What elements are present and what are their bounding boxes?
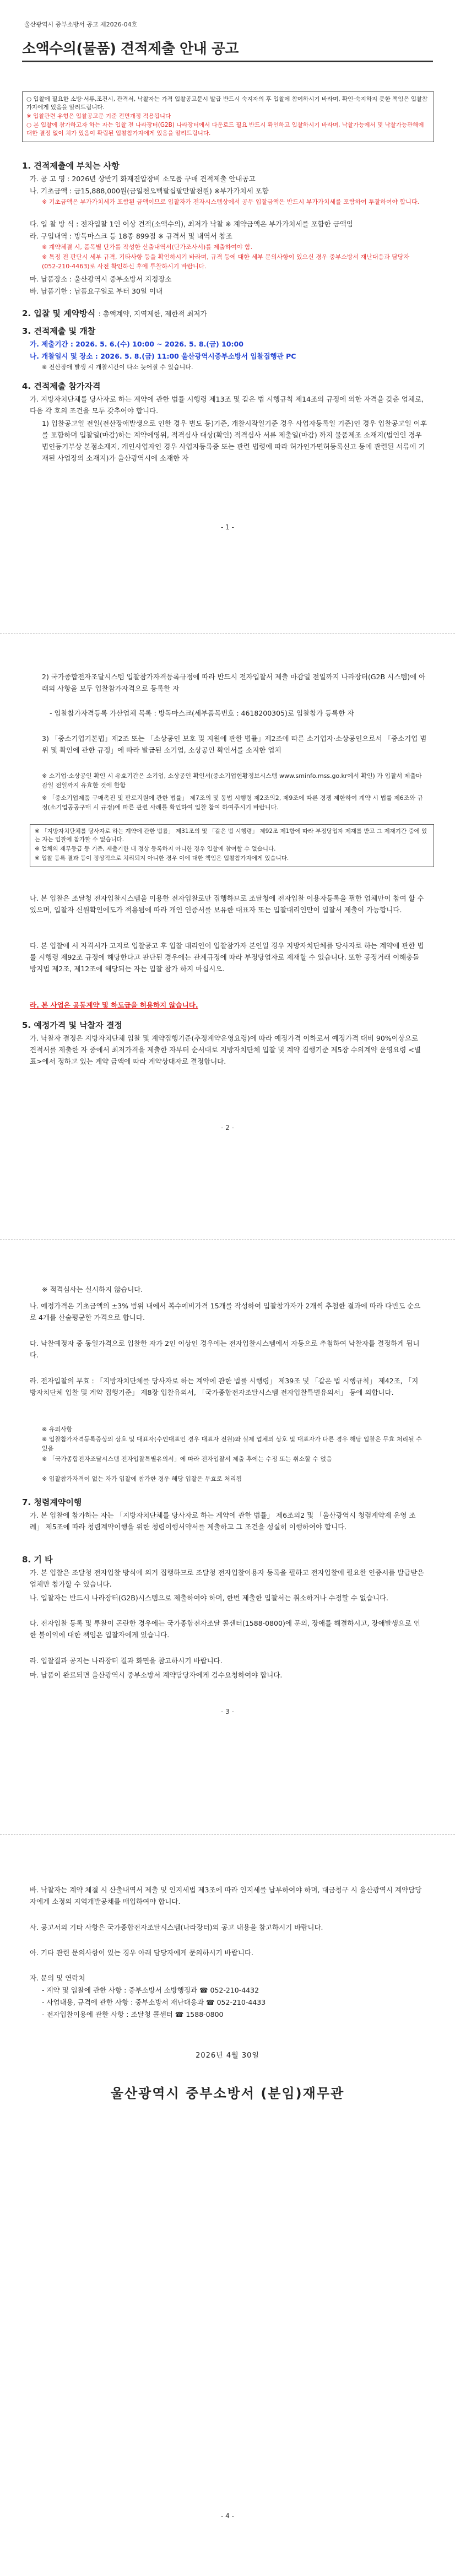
note-line: ※ 소기업·소상공인 확인 시 유효기간은 소기업, 소상공인 확인서(중소기업현황정보시스템 www.sminfo.mss.go.kr에서 확인) 가 입찰서 제출마감일 전일까지 유효한 것에 한함: [42, 772, 422, 789]
page-number: - 4 -: [221, 2512, 234, 2520]
text-line: 1) 입찰공고일 전일(전산장애발생으로 인한 경우 별도 등)기준, 개찰시작일기준 경우 사업자등록일 기준)인 경우 입찰공고일 이후를 포함하며 입찰일(마감)하는 계약에영위, 적격심사 대상(확인) 적격심사 서류 제출일(마감) 까지 물품제조 소재지(법인인 경우 법인등기부상 본점소재지, 개인사업자인 경우 사업자등록증 또는 관련 법령에 따라 허가인가면허등록신고 등에 관련된 서류에 기재된 사업장의 소재지)가 울산광역시에 소재한 자: [42, 419, 427, 462]
text-line: 아. 기타 관련 문의사항이 있는 경우 아래 담당자에게 문의하시기 바랍니다.: [30, 1949, 253, 1957]
text-line: 마. 납품이 완료되면 울산광역시 중부소방서 계약담당자에게 검수요청하여야 합니다.: [30, 1671, 283, 1679]
text-line: 바. 낙찰자는 계약 체결 시 산출내역서 제출 및 인지세법 제3조에 따라 인지세를 납부하여야 하며, 대금청구 시 울산광역시 계약담당자에게 소정의 지역개발공채를 매입하여야 합니다.: [30, 1886, 422, 1906]
note-line: ※ 계약체결 시, 품목별 단가를 작성한 산출내역서(단가조사서)를 제출하여야 함.: [42, 243, 253, 251]
section-heading: [22, 307, 207, 319]
text-line: 자. 문의 및 연락처: [30, 1974, 85, 1982]
section-heading: 5. 예정가격 및 낙찰자 결정: [22, 1020, 122, 1030]
text-line: 나. 기초금액 : 금15,888,000원(금일천오백팔십팔만팔천원) ※부가가치세 포함: [30, 187, 269, 195]
note-line: ※ 입찰참가자격등록증상의 상호 및 대표자(수인대표인 경우 대표자 전원)와 실제 업체의 상호 및 대표자가 다른 경우 해당 입찰은 무효 처리될 수 있음: [42, 1436, 422, 1452]
note-line: ※ 전산장애 발생 시 개찰시간이 다소 늦어질 수 있습니다.: [42, 364, 193, 371]
note-line: ※ 유의사항: [42, 1426, 73, 1433]
text-line: 라. 입찰결과 공지는 나라장터 결과 화면을 참고하시기 바랍니다.: [30, 1657, 223, 1665]
text-line: - 입찰참가자격등록 가산업체 목록 : 방독마스크(세부품목번호 : 4618200305)로 입찰참가 등록한 자: [50, 709, 354, 717]
text-line: 마. 납품장소 : 울산광역시 중부소방서 지정장소: [30, 275, 172, 283]
warning-line: ※ 업체의 재무등급 등 기준, 제출기한 내 정상 등록하지 아니한 경우 입찰에 참여할 수 없습니다.: [35, 846, 276, 852]
page-number: - 3 -: [221, 1708, 234, 1715]
warning-line: ※ 「지방자치단체를 당사자로 하는 계약에 관한 법률」 제31조의 및 「같은 법 시행령」 제92조 제1항에 따라 부정당업자 제재를 받고 그 제재기간 중에 있는 자는 입찰에 참가할 수 없습니다.: [35, 828, 427, 843]
no-joint-contract: 라. 본 사업은 공동계약 및 하도급을 허용하지 않습니다.: [30, 1001, 198, 1009]
text-line: 다. 전자입찰 등록 및 투찰이 곤란한 경우에는 국가종합전자조달 콜센터(1588-0800)에 문의, 장애를 해결하시고, 장애발생으로 인한 불이익에 대한 책임은 입찰자에게 있습니다.: [30, 1619, 420, 1639]
page-number: - 2 -: [221, 1124, 234, 1132]
text-line: 라. 전자입찰의 무효 : 「지방자치단체를 당사자로 하는 계약에 관한 법률 시행령」 제39조 및 「같은 법 시행규칙」 제42조, 「지방자치단체 입찰 및 계약 집행기준」 제8장 입찰유의서, 「국가종합전자조달시스템 전자입찰특별유의서」 등에 의합니다.: [30, 1377, 419, 1397]
warning-box: [30, 824, 434, 867]
notice-line: ○ 입찰에 필요한 소방·서류,조건시, 관격서, 낙찰자는 가격 입찰공고문시 발급 반드시 숙지자의 후 입찰에 참여하시기 바라며, 확인·숙지하지 못한 책임은 입찰참가자에게 있음을 알려드립니다.: [26, 96, 428, 111]
text-line: 가. 본 입찰은 조달청 전자입찰 방식에 의거 집행하므로 조달청 전자입찰이용자 등록을 필하고 전자입찰에 필요한 인증서를 발급받은 업체만 참가할 수 있습니다.: [30, 1568, 424, 1588]
note-line: ※ 기초금액은 부가가치세가 포함된 금액이므로 입찰자가 전자시스템상에서 공무 입찰금액은 반드시 부가가치세를 포함하여 투찰하여야 합니다.: [42, 198, 420, 205]
text-line: 3) 「중소기업기본법」제2조 또는 「소상공인 보호 및 지원에 관한 법률」제2조에 따른 소기업자·소상공인으로서 「중소기업 범위 및 확인에 관한 규정」에 따라 발급된 소기업, 소상공인 확인서를 소지한 업체: [42, 734, 427, 754]
note-line: ※ 입찰참가자격이 없는 자가 입찰에 참가한 경우 해당 입찰은 무효로 처리됨: [42, 1475, 242, 1482]
note-line: ※ 「중소기업제품 구매촉진 및 판로지원에 관한 법률」 제7조의 및 동법 시행령 제2조의2, 제9조에 따른 경쟁 제한하여 계약 시 법률 제6조와 규정(소기업공공구매 시 규정)에 따른 관련 사례를 확인하여 입찰 참여 하여주시기 바랍니다.: [42, 794, 424, 811]
document-title: 소액수의(물품) 견적제출 안내 공고: [22, 41, 239, 57]
section-heading: 7. 청렴계약이행: [22, 1497, 82, 1507]
note-line: ※ 「국가종합전자조달시스템 전자입찰특별유의서」에 따라 전자입찰서 제출 후에는 수정 또는 취소할 수 없음: [42, 1455, 332, 1463]
text-line: 사. 공고서의 기타 사항은 국가종합전자조달시스템(나라장터)의 공고 내용을 참고하시기 바랍니다.: [30, 1923, 323, 1931]
section-heading: 3. 견적제출 및 개찰: [22, 326, 96, 336]
contact-line: - 계약 및 입찰에 관한 사항 : 중부소방서 소방행정과 ☎ 052-210-4432: [42, 1986, 259, 1994]
text-line: 바. 납품기한 : 납품요구일로 부터 30일 이내: [30, 287, 163, 295]
notice-line: ※ 입찰관련 유형은 입찰공고문 기준 전면개정 적용됩니다: [26, 113, 171, 120]
text-line: 나. 본 입찰은 조달청 전자입찰시스템을 이용한 전자입찰로만 집행하므로 조달청에 전자입찰 이용자등록을 필한 업체만이 참여 할 수 있으며, 입찰자 신원확인에도가 적용됨에 따라 개인 인증서를 보유한 대표자 또는 입찰대리인만이 입찰서 제출이 가능합니다.: [30, 894, 424, 914]
notice-number: 울산광역시 중부소방서 공고 제2026-04호: [24, 21, 138, 28]
page-break: [0, 1834, 455, 1835]
opening-datetime: 나. 개찰일시 및 장소 : 2026. 5. 8.(금) 11:00 울산광역시중부소방서 입찰집행관 PC: [30, 352, 296, 360]
notice-box: [22, 91, 434, 142]
text-line: 라. 구입내역 : 방독마스크 등 18종 899점 ※ 규격서 및 내역서 참조: [30, 232, 232, 240]
text-line: 가. 본 입찰에 참가하는 자는 「지방자치단체를 당사자로 하는 계약에 관한 법률」 제6조의2 및 「울산광역시 청렴계약제 운영 조례」 제5조에 따라 청렴계약이행을 위한 청렴이행서약서를 제출하고 그 조건을 성실히 이행하여야 합니다.: [30, 1511, 416, 1531]
issuing-organization: 울산광역시 중부소방서 (분임)재무관: [110, 2086, 345, 2101]
text-line: 다. 낙찰예정자 중 동일가격으로 입찰한 자가 2인 이상인 경우에는 전자입찰시스템에서 자동으로 추첨하여 낙찰자를 결정하게 됩니다.: [30, 1339, 420, 1359]
section-heading-text: 2. 입찰 및 계약방식: [22, 309, 96, 318]
section-inline-text: : 총액계약, 지역제한, 제한적 최저가: [98, 310, 207, 318]
title-rule: [22, 61, 433, 62]
text-line: [30, 338, 424, 350]
text-line: 가. 지방자치단체를 당사자로 하는 계약에 관한 법률 시행령 제13조 및 같은 법 시행규칙 제14조의 규정에 의한 자격을 갖춘 업체로, 다음 각 호의 조건을 모두 갖추어야 합니다.: [30, 395, 424, 415]
text-line: [30, 350, 424, 362]
section-heading: 4. 견적제출 참가자격: [22, 381, 101, 391]
text-line: ※ 적격심사는 실시하지 않습니다.: [42, 1285, 143, 1294]
text-line: 가. 공 고 명 : 2026년 상반기 화재진압장비 소모품 구매 견적제출 안내공고: [30, 175, 256, 183]
text-line: 다. 본 입찰에 서 자격서가 고지로 입찰공고 후 입찰 대리인이 입찰참가자 본인일 경우 지방자치단체를 당사자로 하는 계약에 관한 법률 시행령 제92조 규정에 해당한다고 판단된 경우에는 관계규정에 따라 부정당업자로 제재할 수 있습니다. 또한 공정거래 이해충돌 방지법 제2조, 제12조에 해당되는 자는 입찰 참가 하지 마십시오.: [30, 941, 424, 973]
section-heading: 1. 견적제출에 부치는 사항: [22, 161, 120, 171]
issue-date: 2026년 4월 30일: [196, 2052, 259, 2060]
submission-period: 가. 제출기간 : 2026. 5. 6.(수) 10:00 ~ 2026. 5. 8.(금) 10:00: [30, 340, 243, 348]
text-line: 가. 낙찰자 결정은 지방자치단체 입찰 및 계약집행기준(추정계약운영요령)에 따라 예정가격 이하로서 예정가격 대비 90%이상으로 견적서를 제출한 자 중에서 최저가격을 제출한 자부터 순서대로 지방자치단체 입찰 및 계약 집행기준 제5장 수의계약 운영요령 <별표>에서 정하고 있는 계약 금액에 따라 계약상대자로 결정합니다.: [30, 1034, 421, 1065]
note-line: ※ 특정 전 판단시 세부 규격, 기타사항 등을 확인하시기 바라며, 규격 등에 대한 세부 문의사항이 있으신 경우 중부소방서 재난대응과 담당자(052-210-4463)로 사전 확인하신 후에 투찰하시기 바랍니다.: [42, 253, 410, 270]
contact-line: - 사업내용, 규격에 관한 사항 : 중부소방서 재난대응과 ☎ 052-210-4433: [42, 1998, 266, 2006]
notice-line: ○ 본 입찰에 참가하고자 하는 자는 입찰 전 나라장터(G2B) 나라장터에서 다운로드 필요 반드시 확인하고 입찰하시기 바라며, 낙찰가능에서 및 낙찰가능관해에 대한 결정 없이 처가 있음이 확립된 입찰참가자에게 있음을 알려드립니다.: [26, 122, 424, 137]
text-line: 2) 국가종합전자조달시스템 입찰참가자격등록규정에 따라 반드시 전자입찰서 제출 마감일 전일까지 나라장터(G2B 시스템)에 아래의 사항을 모두 입찰참가자격으로 등록한 자: [42, 673, 426, 692]
contact-line: - 전자입찰이용에 관한 사항 : 조달청 콜센터 ☎ 1588-0800: [42, 2010, 224, 2018]
text-line: [30, 999, 424, 1011]
page-number: - 1 -: [221, 523, 234, 531]
warning-line: ※ 입찰 등록 결과 등이 정상적으로 처리되지 아니한 경우 이에 대한 책임은 입찰참가자에게 있습니다.: [35, 855, 289, 862]
section-heading: 8. 기 타: [22, 1555, 53, 1565]
text-line: 나. 예정가격은 기초금액의 ±3% 범위 내에서 복수예비가격 15개를 작성하여 입찰참가자가 2개씩 추첨한 결과에 따라 다빈도 순으로 4개를 산술평균한 가격으로 합니다.: [30, 1302, 421, 1322]
text-line: 다. 입 찰 방 식 : 전자입찰 1인 이상 견적(소액수의), 최저가 낙찰 ※ 계약금액은 부가가치세를 포함한 금액임: [30, 220, 353, 228]
text-line: 나. 입찰자는 반드시 나라장터(G2B)시스템으로 제출하여야 하며, 한번 제출한 입찰서는 취소하거나 수정할 수 없습니다.: [30, 1594, 389, 1602]
